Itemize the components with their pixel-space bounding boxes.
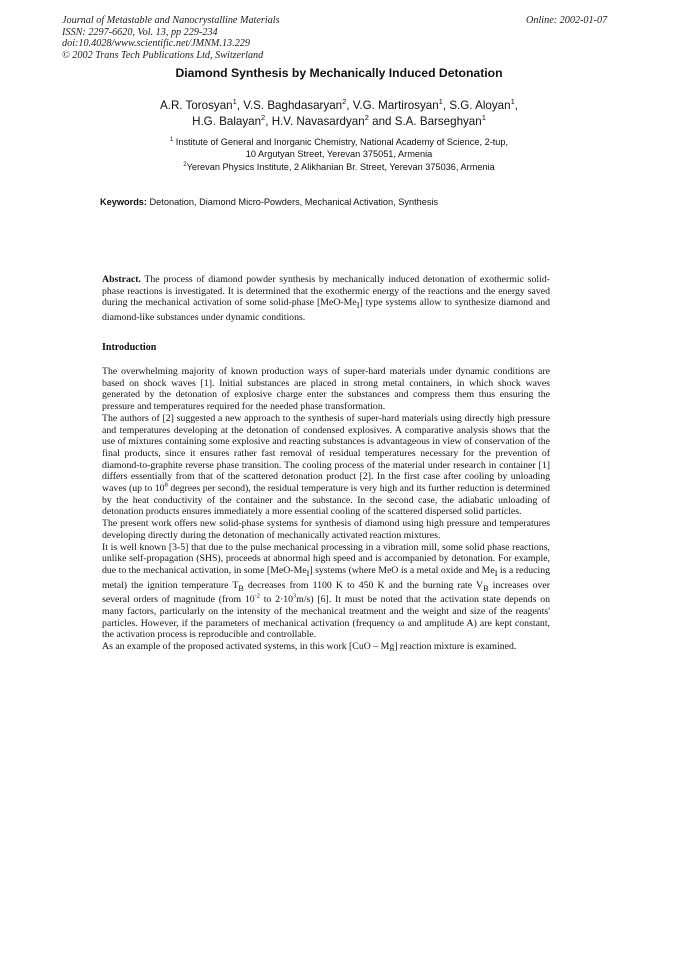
abstract-label: Abstract. <box>102 274 141 285</box>
keywords <box>100 197 438 207</box>
affiliation-2-line-1 <box>0 162 678 174</box>
paragraph-text: It is well known [3-5] that due to the pulse mechanical processing in a vibration mill, some solid phase reactions, unlike self-propagation (SHS), proceeds at abnormal high speed and is accompanied by detonation. For example, due to the mechanical activation, in some [MeO-Me <box>102 541 550 576</box>
author-separator: and <box>368 115 395 128</box>
paragraph-text: to 2·10 <box>259 594 294 606</box>
introduction-body <box>102 366 550 653</box>
author-name: H.G. Balayan <box>192 115 262 128</box>
superscript: 3 <box>293 593 297 600</box>
author-separator: , <box>514 99 518 112</box>
section-heading-introduction: Introduction <box>102 342 157 353</box>
paragraph-text: The authors of [2] suggested a new approach to the synthesis of super-hard materials using directly high pressure and temperatures developing at the detonation of condensed explosives. A comparative analysis shows that the use of mixtures containing some explosive and reacting substances is advantageous in view of conservation of the final products, since it ensures rather fast removal of residual temperatures necessary for the prevention of diamond-to-graphite reverse phase transition. The cooling process of the material under research in container [1] differs essentially from that of the scattered detonation product [2]. In the first case after cooling by unloading waves (up to 10 <box>102 412 550 495</box>
keywords-label: Keywords: <box>100 197 147 207</box>
author-separator: , <box>236 99 244 112</box>
author-list <box>0 98 678 130</box>
author-affil-mark: 1 <box>438 97 443 107</box>
author-name: V.S. Baghdasaryan <box>243 99 343 112</box>
superscript: -2 <box>254 593 260 600</box>
paragraph <box>102 542 550 642</box>
abstract-text: The process of diamond powder synthesis by mechanically induced detonation of exothermic solid-phase reactions is investigated. It is determined that the exothermic energy of the reactions and the energy saved during the mechanical activation of some solid-phase [MeO-Me <box>102 274 550 309</box>
author-name: A.R. Torosyan <box>159 99 233 112</box>
affiliation-1-line-1 <box>0 137 678 149</box>
author-line-1 <box>0 98 678 114</box>
online-date: Online: 2002-01-07 <box>526 15 608 26</box>
author-affil-mark: 2 <box>261 113 266 123</box>
paragraph: As an example of the proposed activated systems, in this work [CuO – Mg] reaction mixture is examined. <box>102 641 517 653</box>
author-separator: , <box>442 99 450 112</box>
journal-header <box>62 15 280 61</box>
author-name: S.G. Aloyan <box>449 99 511 112</box>
subscript: B <box>238 583 244 593</box>
paragraph-text: is a reducing metal) the ignition temperature T <box>102 564 551 591</box>
paragraph-text: m/s) [6]. It must be noted that the activation state depends on many factors, particularly on the intensity of the mechanical treatment and the weight and size of the reagents' particles. However, if the parameters of mechanical activation (frequency ω and amplitude A) are kept constant, the activation process is reproducible and controllable. <box>102 594 551 641</box>
author-affil-mark: 1 <box>232 97 237 107</box>
paragraph-text: degrees per second), the residual temperature is very high and its further reduction is determined by the heat conductivity of the container and the substance. In the second case, the adiabatic unloading of detonation products ensures immediately a more essential cooling of the scattered dispersed solid particles. <box>102 483 551 518</box>
journal-copyright: © 2002 Trans Tech Publications Ltd, Switzerland <box>62 49 264 61</box>
author-separator: , <box>346 99 353 112</box>
journal-name: Journal of Metastable and Nanocrystalline Materials <box>62 15 280 26</box>
affiliation-2 <box>0 162 678 174</box>
affiliation-text: Institute of General and Inorganic Chemistry, National Academy of Science, 2-tup, <box>175 137 509 147</box>
affiliation-mark: 1 <box>169 136 174 143</box>
paragraph-text: ] systems (where MeO is a metal oxide and Me <box>309 564 495 576</box>
superscript: 8 <box>164 481 168 489</box>
abstract <box>102 274 550 324</box>
journal-issn: ISSN: 2297-6620, Vol. 13, pp 229-234 <box>62 26 218 38</box>
affiliation-mark: 2 <box>183 161 187 168</box>
paragraph-text: decreases from 1100 K to 450 K and the burning rate V <box>243 579 484 591</box>
paragraph: The overwhelming majority of known production ways of super-hard materials under dynamic conditions are based on shock waves [1]. Initial substances are placed in strong metal containers, in which shock waves generated by the detonation of explosive charge enter the substances and compress them thus ensuring the pressure and temperatures required for the needed phase transformation. <box>102 366 550 413</box>
author-name: S.A. Barseghyan <box>394 115 482 128</box>
author-name: V.G. Martirosyan <box>352 99 439 112</box>
author-affil-mark: 1 <box>481 113 486 123</box>
affiliation-1-line-2: 10 Argutyan Street, Yerevan 375051, Armenia <box>245 148 433 159</box>
subscript: B <box>483 583 489 593</box>
keywords-text: Detonation, Diamond Micro-Powders, Mechanical Activation, Synthesis <box>149 197 439 207</box>
paragraph <box>102 413 550 518</box>
journal-doi: doi:10.4028/www.scientific.net/JMNM.13.229 <box>62 38 250 50</box>
author-separator: , <box>265 115 272 128</box>
author-affil-mark: 2 <box>364 113 369 123</box>
subscript: I <box>494 568 498 578</box>
paragraph: The present work offers new solid-phase systems for synthesis of diamond using high pressure and temperatures developing directly during the detonation of mechanically activated reaction mixtures. <box>102 518 550 541</box>
author-affil-mark: 1 <box>510 97 515 107</box>
affiliation-text: Yerevan Physics Institute, 2 Alikhanian Br. Street, Yerevan 375036, Armenia <box>186 162 495 172</box>
paper-title: Diamond Synthesis by Mechanically Induced Detonation <box>175 66 503 80</box>
author-line-2 <box>0 114 678 130</box>
author-affil-mark: 2 <box>342 97 347 107</box>
subscript: I <box>306 568 310 578</box>
affiliation-1 <box>0 137 678 160</box>
author-name: H.V. Navasardyan <box>271 115 365 128</box>
paragraph-text: increases over several orders of magnitude (from 10 <box>102 579 550 606</box>
abstract-subscript: I <box>356 301 360 311</box>
abstract-text-end: ] type systems allow to synthesize diamond and diamond-like substances under dynamic conditions. <box>102 297 550 324</box>
